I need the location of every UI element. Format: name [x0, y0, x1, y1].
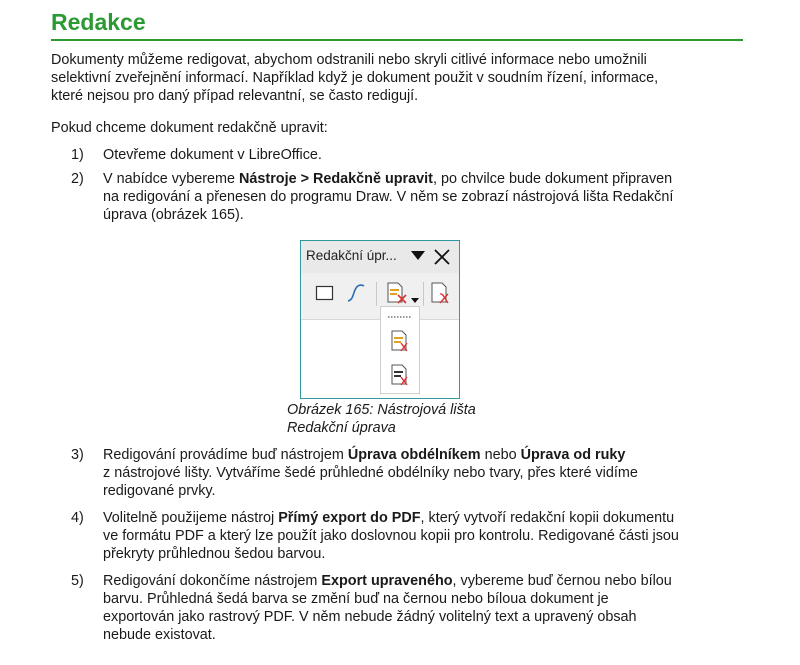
text-run: Redigování dokončíme nástrojem [103, 573, 322, 589]
list-item-line [103, 464, 753, 482]
list-item-line [103, 608, 753, 626]
intro-line: Dokumenty můžeme redigovat, abychom odstranili nebo skryli citlivé informace nebo umožnili [51, 52, 647, 68]
toolbar-separator [423, 282, 424, 306]
list-item-line [103, 146, 753, 164]
step-number: 4) [71, 510, 84, 526]
list-item [103, 146, 753, 164]
lead-paragraph: Pokud chceme dokument redakčně upravit: [51, 120, 328, 136]
list-item [103, 170, 753, 224]
list-item-line [103, 590, 753, 608]
text-run: překryty průhlednou šedou barvou. [103, 546, 326, 562]
close-icon[interactable] [433, 248, 451, 271]
step-number: 2) [71, 171, 84, 187]
text-run: V nabídce vybereme [103, 171, 239, 187]
intro-line: které nejsou pro daný případ relevantní, se často redigují. [51, 88, 419, 104]
caption-line: Obrázek 165: Nástrojová lišta [287, 402, 476, 418]
text-run: redigované prvky. [103, 483, 216, 499]
caption-line: Redakční úprava [287, 420, 396, 436]
text-run: exportován jako rastrový PDF. V něm nebude žádný volitelný text a upravený obsah [103, 609, 637, 625]
text-run: nebude existovat. [103, 627, 216, 643]
step-number: 5) [71, 573, 84, 589]
list-item-line [103, 482, 753, 500]
bold-term: Nástroje > Redakčně upravit [239, 171, 433, 187]
list-item-line [103, 206, 753, 224]
rectangle-redaction-icon[interactable] [315, 284, 335, 307]
text-run: z nástrojové lišty. Vytváříme šedé průhledné obdélníky nebo tvary, přes které vidíme [103, 465, 638, 481]
list-item-line [103, 626, 753, 644]
text-run: úprava (obrázek 165). [103, 207, 244, 223]
bold-term: Úprava obdélníkem [347, 447, 481, 463]
bold-term: Přímý export do PDF [278, 510, 421, 526]
text-run: , který vytvoří redakční kopii dokumentu [420, 510, 675, 526]
text-run: , vybereme buď černou nebo bílou [452, 573, 672, 589]
text-run: , po chvilce bude dokument připraven [432, 171, 673, 187]
freeform-redaction-icon[interactable] [345, 282, 367, 309]
toolbar-menu-icon[interactable] [410, 249, 426, 268]
text-run: ve formátu PDF a který lze použít jako doslovnou kopii pro kontrolu. Redigované části jsou [103, 528, 679, 544]
text-run: barvu. Průhledná šedá barva se změní buď na černou nebo bíloua dokument je [103, 591, 609, 607]
page-title: Redakce [51, 9, 146, 35]
export-black-icon[interactable] [389, 363, 411, 392]
toolbar-titlebar[interactable] [301, 241, 459, 273]
intro-line: selektivní zveřejnění informací. Například když je dokument použit v soudním řízení, informace, [51, 70, 659, 86]
direct-export-pdf-icon[interactable] [429, 281, 453, 310]
export-dropdown-menu [380, 306, 420, 394]
dropdown-drag-handle[interactable] [388, 316, 412, 318]
redaction-toolbar-figure [300, 240, 460, 399]
text-run: Volitelně použijeme nástroj [103, 510, 279, 526]
figure-caption [287, 401, 476, 437]
toolbar-separator [376, 282, 377, 306]
list-item-line [103, 572, 753, 590]
list-item [103, 572, 753, 644]
list-item [103, 509, 753, 563]
text-run: na redigování a přenesen do programu Draw. V něm se zobrazí nástrojová lišta Redakční [103, 189, 674, 205]
text-run: Otevřeme dokument v LibreOffice. [103, 147, 322, 163]
text-run: Redigování provádíme buď nástrojem [103, 447, 348, 463]
list-item-line [103, 509, 753, 527]
list-item-line [103, 545, 753, 563]
list-item-line [103, 527, 753, 545]
list-item [103, 446, 753, 500]
bold-term: Úprava od ruky [520, 447, 626, 463]
bold-term: Export upraveného [321, 573, 453, 589]
step-number: 1) [71, 147, 84, 163]
list-item-line [103, 188, 753, 206]
list-item-line [103, 170, 753, 188]
step-number: 3) [71, 447, 84, 463]
toolbar-title: Redakční úpr... [306, 248, 397, 263]
title-underline [51, 39, 743, 41]
export-white-icon[interactable] [389, 329, 411, 358]
list-item-line [103, 446, 753, 464]
intro-paragraph [51, 51, 751, 105]
text-run: nebo [480, 447, 521, 463]
